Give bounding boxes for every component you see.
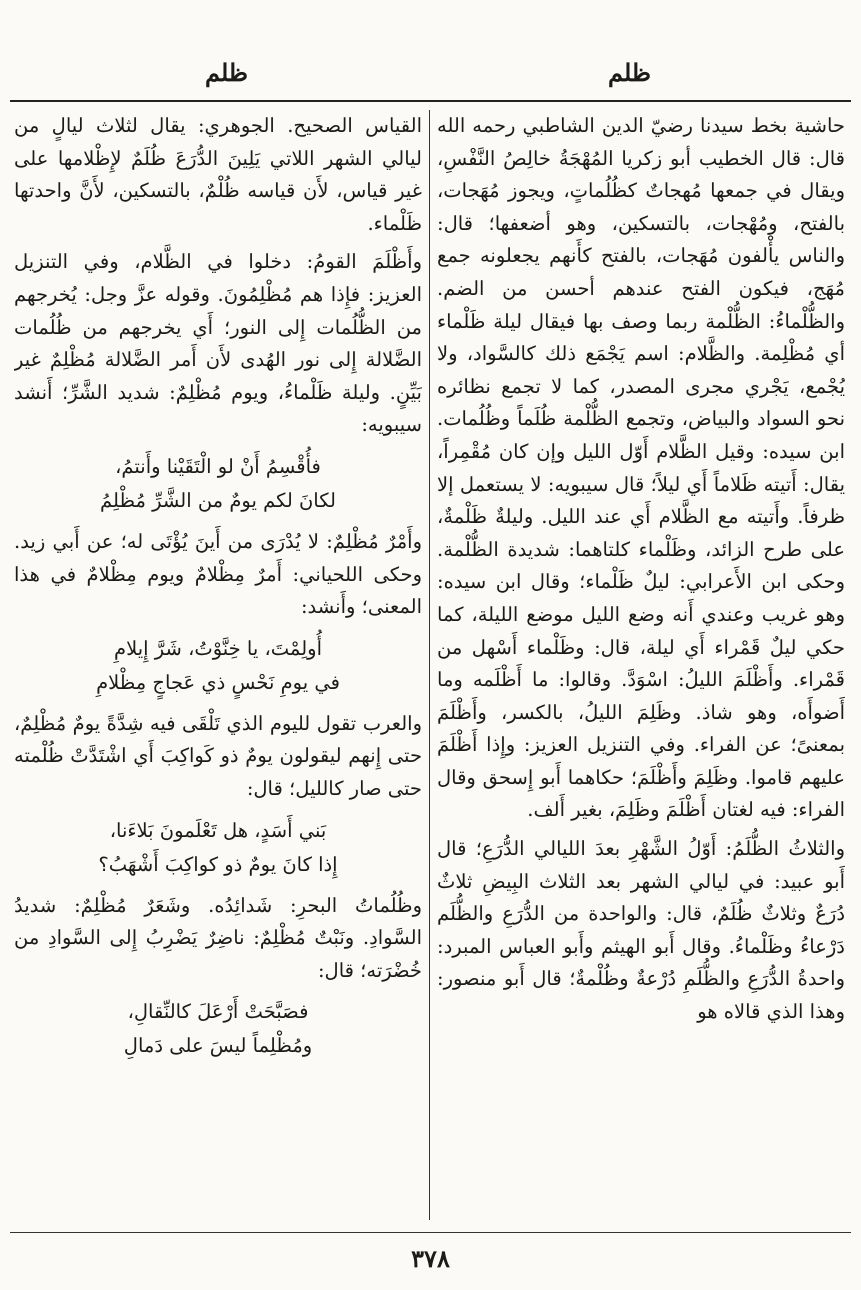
poetry-verse: [14, 995, 422, 1063]
headword-right: ظلم: [607, 58, 651, 87]
verse-line: ومُظْلِماً ليسَ على دَمالِ: [123, 1034, 313, 1058]
entry-paragraph: وأَظْلَمَ القومُ: دخلوا في الظَّلام، وفي التنزيل العزيز: فإِذا هم مُظْلِمُونَ. وقوله عزَّ وجل: يُخرجهم من الظُّلُمات إِلى النور؛ أَي يخرجهم من ظُلُمات الضَّلالة إِلى نور الهُدى لأَن أَمر الضَّلالة مُظْلِمٌ غير بَيِّنٍ. وليلة ظَلْماءُ، ويوم مُظْلِمٌ: شديد الشَّرِّ؛ أَنشد سيبويه:: [14, 250, 422, 437]
poetry-verse: [14, 632, 422, 700]
headword-left: ظلم: [205, 58, 249, 87]
footer-rule: [10, 1232, 851, 1233]
page-number: ٣٧٨: [411, 1244, 450, 1273]
verse-line: إِذا كانَ يومٌ ذو كواكِبَ أَشْهَبُ؟: [98, 852, 338, 876]
entry-paragraph: وظُلُماتُ البحرِ: شَدائِدُه. وشَعَرٌ مُظْلِمٌ: شديدُ السَّوادِ. ونَبْتٌ مُظْلِمٌ: ناضِرٌ يَضْرِبُ إِلى السَّوادِ من خُضْرَته؛ قال:: [14, 893, 422, 982]
entry-paragraph: والعرب تقول لليوم الذي تَلْقَى فيه شِدَّةً يومٌ مُظْلِمٌ، حتى إِنهم ليقولون يومٌ ذو كَواكِبَ أَي اشْتَدَّتْ ظُلْمته حتى صار كالليل؛ قال:: [14, 711, 422, 800]
poetry-verse: [14, 450, 422, 518]
entry-paragraph: القياس الصحيح. الجوهري: يقال لثلاث ليالٍ من ليالي الشهر اللاتي يَلِينَ الدُّرَعَ ظُلَمٌ لإِظْلامها على غير قياس، لأَن قياسه ظُلْمٌ، بالتسكين، لأَنَّ واحدتها ظَلْماء.: [14, 114, 422, 235]
poetry-verse: [14, 814, 422, 882]
verse-line: لكانَ لكم يومٌ من الشَّرِّ مُظْلِمُ: [100, 488, 336, 512]
page-header: [0, 58, 861, 98]
verse-line: أُولِمْتَ، يا خِنَّوْتُ، شَرَّ إِيلامِ: [114, 636, 322, 660]
verse-line: بَني أَسَدٍ، هل تَعْلَمونَ بَلاءَنا،: [109, 818, 327, 842]
header-rule: [10, 100, 851, 102]
entry-paragraph: والثلاثُ الظُّلَمُ: أَوّلُ الشَّهْرِ بعدَ الليالي الدُّرَعِ؛ قال أَبو عبيد: في ليالي الشهر بعد الثلاث البِيضِ ثلاثٌ دُرَعٌ وثلاثٌ ظُلَمٌ، قال: والواحدة من الدُّرَعِ والظُّلَم دَرْعاءُ وظَلْماءُ. وقال أَبو الهيثم وأَبو العباس المبرد: واحدةُ الدُّرَعِ والظُّلَمِ دُرْعةٌ وظُلْمةٌ؛ قال أَبو منصور: وهذا الذي قالاه هو: [437, 837, 845, 1024]
verse-line: في يومِ نَحْسٍ ذي عَجاجٍ مِظْلامِ: [96, 670, 340, 694]
entry-paragraph: وأَمْرٌ مُظْلِمٌ: لا يُدْرَى من أَينَ يُؤْتَى له؛ عن أَبي زيد. وحكى اللحياني: أَمرٌ مِظْلامٌ ويوم مِظْلامٌ في هذا المعنى؛ وأَنشد:: [14, 529, 422, 619]
verse-line: فأُقْسِمُ أَنْ لو الْتَقَيْنا وأَنتمُ،: [115, 454, 321, 478]
entry-paragraph: حاشية بخط سيدنا رضيّ الدين الشاطبي رحمه الله قال: قال الخطيب أبو زكريا المُهْجَةُ خالِصُ النَّفْسِ، ويقال في جمعها مُهجاتٌ كظُلُماتٍ، ويجوز مُهَجات، بالفتح، ومُهْجات، بالتسكين، وهو أضعفها؛ قال: والناس يأْلفون مُهَجات، بالفتح كأَنهم يجعلونه جمع مُهَج، فيكون الفتح عندهم أحسن من الضم. والظُّلْماءُ: الظُّلْمة ربما وصف بها فيقال ليلة ظَلْماء أي مُظْلِمة. والظَّلام: اسم يَجْمَع ذلك كالسَّواد، ولا يُجْمع، يَجْري مجرى المصدر، كما لا تجمع نظائره نحو السواد والبياض، وتجمع الظُّلْمة ظُلَماً وظُلُمات. ابن سيده: وقيل الظَّلام أَوّل الليل وإن كان مُقْمِراً، يقال: أَتيته ظَلاماً أَي ليلاً؛ قال سيبويه: لا يستعمل إلا ظرفاً. وأَتيته مع الظَّلام أَي عند الليل. وليلةٌ ظَلْمةٌ، على طرح الزائد، وظَلْماء كلتاهما: شديدة الظُّلْمة. وحكى ابن الأَعرابي: ليلٌ ظَلْماء؛ وقال ابن سيده: وهو غريب وعندي أَنه وضع الليل موضع الليلة، كما حكي ليلٌ قَمْراء أَي ليلة، قال: وظَلْماء أَسْهل من قَمْراء. وأَظْلَمَ الليلُ: اسْوَدَّ. وقالوا: ما أَظْلَمه وما أَضوأَه، وهو شاذ. وظَلِمَ الليلُ، بالكسر، وأَظْلَمَ بمعنىً؛ عن الفراء. وفي التنزيل العزيز: وإِذا أَظْلَمَ عليهم قاموا. وظَلِمَ وأَظْلَمَ؛ حكاهما أَبو إِسحق وقال الفراء: فيه لغتان أَظْلَمَ وظَلِمَ، بغير أَلف.: [437, 114, 845, 822]
column-divider: [429, 110, 430, 1220]
left-column: [14, 110, 422, 1220]
right-column: [437, 110, 845, 1220]
verse-line: فصَبَّحَتْ أَرْعَلَ كالنِّقالِ،: [127, 1000, 309, 1024]
